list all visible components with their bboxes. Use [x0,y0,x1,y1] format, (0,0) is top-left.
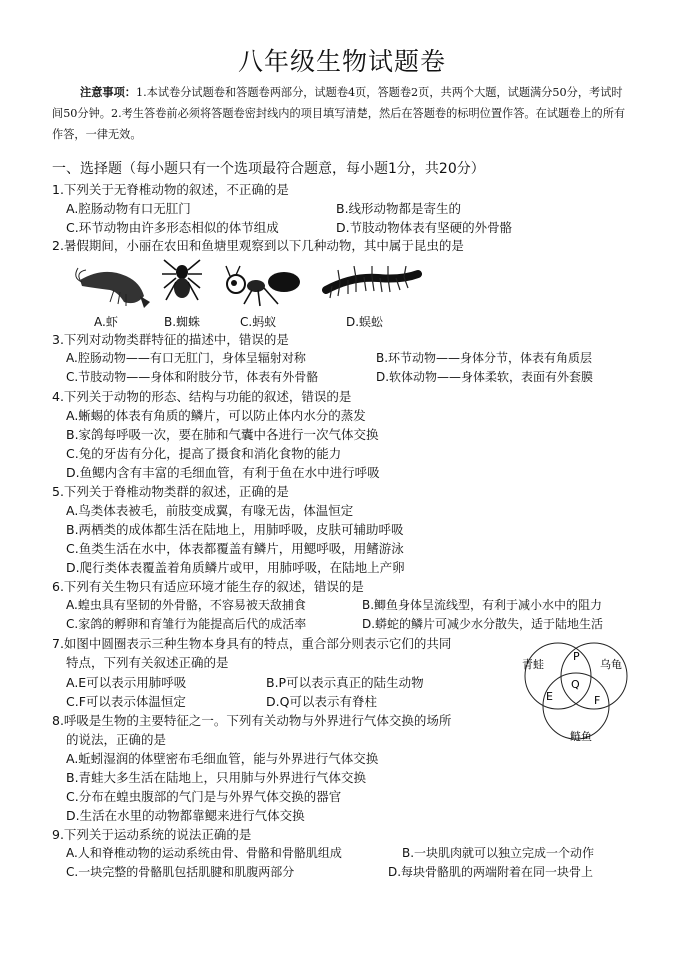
page-title: 八年级生物试题卷 [237,47,446,76]
q9-option-d: D.每块骨骼肌的两端附着在同一块骨上 [388,865,594,879]
venn-label-e: E [546,690,553,703]
venn-label-p: P [573,650,580,663]
q2-option-a: A.虾 [94,315,118,329]
q5-option-d: D.爬行类体表覆盖着角质鳞片或甲，用肺呼吸，在陆地上产卵 [66,560,405,575]
q8-option-d: D.生活在水里的动物都靠鳃来进行气体交换 [66,808,305,823]
notice-paragraph [52,82,632,145]
q3-option-c: C.节肢动物——身体和附肢分节，体表有外骨骼 [66,370,319,384]
notice-text: 1.本试卷分试题卷和答题卷两部分，试题卷4页，答题卷2页，共两个大题，试题满分50分，考试时间50分钟。2.考生答卷前必须将答题卷密封线内的项目填写清楚，然后在答题卷的标明位置作答。在试题卷上的所有作答，一律无效。 [52,86,626,141]
q9-option-a: A.人和脊椎动物的运动系统由骨、骨骼和骨骼肌组成 [66,846,342,860]
question-7-stem: 7.如图中圆圈表示三种生物本身具有的特点，重合部分则表示它们的共同 [52,636,452,651]
q9-option-b: B.一块肌肉就可以独立完成一个动作 [402,846,595,860]
venn-circle-frog [525,643,591,709]
q3-option-a: A.腔肠动物——有口无肛门，身体呈辐射对称 [66,351,306,365]
q3-option-d: D.软体动物——身体柔软，表面有外套膜 [376,370,594,384]
q5-option-a: A.鸟类体表被毛，前肢变成翼，有喙无齿，体温恒定 [66,503,354,518]
q1-option-d: D.节肢动物体表有坚硬的外骨骼 [336,220,513,235]
q7-option-d: D.Q可以表示有脊柱 [266,694,377,709]
question-6-stem: 6.下列有关生物只有适应环境才能生存的叙述，错误的是 [52,579,364,594]
spider-figure [162,256,202,306]
section-heading: 一、选择题（每小题只有一个选项最符合题意，每小题1分，共20分） [52,161,485,177]
q3-option-b: B.环节动物——身体分节，体表有角质层 [376,351,593,365]
q1-option-a: A.腔肠动物有口无肛门 [66,201,191,216]
notice-label: 注意事项： [80,86,136,99]
question-8-stem: 8.呼吸是生物的主要特征之一。下列有关动物与外界进行气体交换的场所 [52,713,452,728]
q1-option-b: B.线形动物都是寄生的 [336,201,462,216]
question-3-stem: 3.下列对动物类群特征的描述中，错误的是 [52,332,289,347]
q5-option-b: B.两栖类的成体都生活在陆地上，用肺呼吸，皮肤可辅助呼吸 [66,522,404,537]
ant-figure [222,264,308,308]
q1-option-c: C.环节动物由许多形态相似的体节组成 [66,220,279,235]
question-9-stem: 9.下列关于运动系统的说法正确的是 [52,827,252,842]
q7-option-a: A.E可以表示用肺呼吸 [66,675,187,690]
question-1-stem: 1.下列关于无脊椎动物的叙述，不正确的是 [52,182,289,197]
q6-option-b: B.鲫鱼身体呈流线型，有利于减小水中的阻力 [362,598,603,612]
q8-option-a: A.蚯蚓湿润的体壁密布毛细血管，能与外界进行气体交换 [66,751,379,766]
q8-option-c: C.分布在蝗虫腹部的气门是与外界气体交换的器官 [66,789,342,804]
q6-option-c: C.家鸽的孵卵和育雏行为能提高后代的成活率 [66,617,307,631]
venn-label-fish: 鲢鱼 [570,730,592,743]
q8-option-b: B.青蛙大多生活在陆地上，只用肺与外界进行气体交换 [66,770,367,785]
venn-label-turtle: 乌龟 [600,658,622,671]
q2-option-c: C.蚂蚁 [240,315,277,329]
q6-option-d: D.蟒蛇的鳞片可减少水分散失，适于陆地生活 [362,617,604,631]
question-7-stem-cont: 特点，下列有关叙述正确的是 [66,655,229,670]
q4-option-d: D.鱼鳃内含有丰富的毛细血管，有利于鱼在水中进行呼吸 [66,465,380,480]
q6-option-a: A.蝗虫具有坚韧的外骨骼，不容易被天敌捕食 [66,598,306,612]
q4-option-b: B.家鸽每呼吸一次，要在肺和气囊中各进行一次气体交换 [66,427,379,442]
question-2-stem: 2.暑假期间，小丽在农田和鱼塘里观察到以下几种动物，其中属于昆虫的是 [52,238,464,253]
q7-option-c: C.F可以表示体温恒定 [66,694,186,709]
q2-option-b: B.蜘蛛 [164,315,201,329]
shrimp-figure [74,262,154,312]
venn-label-q: Q [571,678,580,691]
centipede-figure [322,266,422,302]
q9-option-c: C.一块完整的骨骼肌包括肌腱和肌腹两部分 [66,865,295,879]
question-4-stem: 4.下列关于动物的形态、结构与功能的叙述，错误的是 [52,389,352,404]
q4-option-a: A.蜥蜴的体表有角质的鳞片，可以防止体内水分的蒸发 [66,408,366,423]
venn-label-frog: 青蛙 [522,658,544,671]
q7-option-b: B.P可以表示真正的陆生动物 [266,675,424,690]
q2-option-d: D.蜈蚣 [346,315,384,329]
question-5-stem: 5.下列关于脊椎动物类群的叙述，正确的是 [52,484,289,499]
question-8-stem-cont: 的说法，正确的是 [66,732,167,747]
venn-diagram [516,636,636,748]
q5-option-c: C.鱼类生活在水中，体表都覆盖有鳞片，用鳃呼吸，用鳍游泳 [66,541,404,556]
q4-option-c: C.兔的牙齿有分化，提高了摄食和消化食物的能力 [66,446,342,461]
venn-label-f: F [594,694,601,707]
